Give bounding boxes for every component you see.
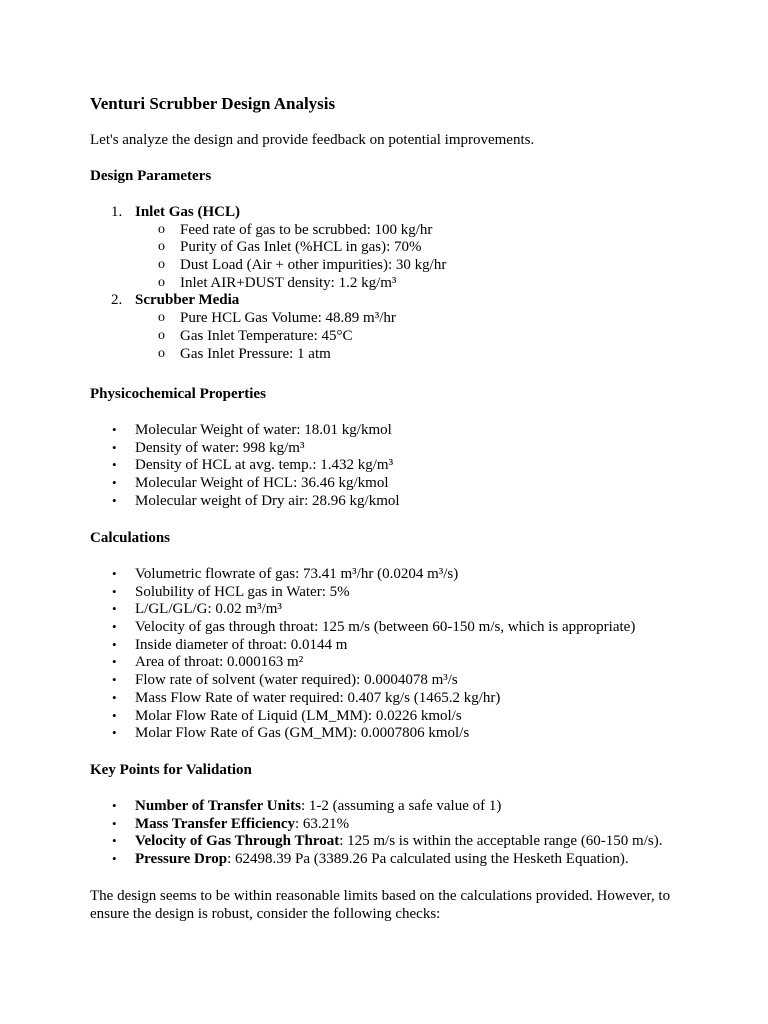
calculations-heading: Calculations [90,530,171,546]
list-number: 1. [111,204,123,220]
circle-bullet-icon: o [158,257,165,273]
design-subitem: o Gas Inlet Pressure: 1 atm [158,345,331,362]
list-item: • Molecular Weight of HCL: 36.46 kg/kmol [112,475,389,492]
bullet-icon: • [112,492,117,508]
list-item [90,797,662,815]
calculations-list [90,565,635,742]
design-subitem: o Inlet AIR+DUST density: 1.2 kg/m³ [158,274,397,291]
design-parameters-list [90,203,446,362]
list-item: • Flow rate of solvent (water required): 0.0004078 m³/s [112,672,458,689]
list-item: • Molar Flow Rate of Gas (GM_MM): 0.0007806 kmol/s [112,725,470,742]
bullet-icon: • [112,851,117,867]
bullet-icon: • [112,815,117,831]
list-item: • Density of HCL at avg. temp.: 1.432 kg/m³ [112,457,394,474]
list-item: • Molecular Weight of water: 18.01 kg/kmol [112,422,392,438]
list-item: • L/GL/GL/G: 0.02 m³/m³ [112,601,282,618]
intro-paragraph: Let's analyze the design and provide feedback on potential improvements. [90,132,535,148]
bullet-icon: • [112,725,117,741]
list-item [90,850,662,868]
design-subitem: o Pure HCL Gas Volume: 48.89 m³/hr [158,310,396,327]
list-item: • Molar Flow Rate of Liquid (LM_MM): 0.0226 kmol/s [112,707,462,724]
design-item [90,291,446,309]
physicochemical-list [90,421,400,509]
design-item-label: Scrubber Media [135,292,240,309]
circle-bullet-icon: o [158,221,165,237]
key-points-heading: Key Points for Validation [90,762,252,778]
bullet-icon: • [112,636,117,652]
design-item-label: Inlet Gas (HCL) [135,204,240,220]
conclusion-paragraph: The design seems to be within reasonable limits based on the calculations provided. However, to ensure the design is robust, consider the following checks: [90,888,671,922]
key-term: Pressure Drop [135,851,228,868]
list-item [90,832,662,850]
bullet-icon: • [112,566,117,581]
list-item: • Mass Flow Rate of water required: 0.407 kg/s (1465.2 kg/hr) [112,689,501,706]
key-text: : 63.21% [294,815,350,832]
bullet-icon: • [112,475,117,491]
list-number: 2. [111,292,123,309]
bullet-icon: • [112,457,117,473]
bullet-icon: • [112,654,117,670]
design-subitem: o Gas Inlet Temperature: 45°C [158,327,353,344]
bullet-icon: • [112,439,117,455]
design-subitem: o Dust Load (Air + other impurities): 30 kg/hr [158,257,447,274]
bullet-icon: • [112,672,117,688]
list-item: • Density of water: 998 kg/m³ [112,439,305,456]
circle-bullet-icon: o [158,274,165,290]
list-item: • Solubility of HCL gas in Water: 5% [112,583,350,600]
physicochemical-heading: Physicochemical Properties [90,386,266,402]
key-text: : 62498.39 Pa (3389.26 Pa calculated using the Hesketh Equation). [227,851,629,868]
key-term: Number of Transfer Units [135,798,301,814]
bullet-icon: • [112,689,117,705]
list-item: • Area of throat: 0.000163 m² [112,654,304,671]
design-item [90,203,446,221]
circle-bullet-icon: o [158,310,165,326]
design-subitem: o Purity of Gas Inlet (%HCL in gas): 70% [158,239,422,256]
key-term: Mass Transfer Efficiency [135,815,295,832]
key-term: Velocity of Gas Through Throat [135,833,340,850]
circle-bullet-icon: o [158,239,165,255]
list-item: • Inside diameter of throat: 0.0144 m [112,636,348,653]
list-item: • Volumetric flowrate of gas: 73.41 m³/hr (0.0204 m³/s) [112,566,459,582]
document-title: Venturi Scrubber Design Analysis [90,94,336,113]
bullet-icon: • [112,707,117,723]
design-subitem: o Feed rate of gas to be scrubbed: 100 kg/hr [158,221,433,238]
key-text: : 125 m/s is within the acceptable range (60-150 m/s). [339,833,663,850]
design-parameters-heading: Design Parameters [90,168,212,184]
bullet-icon: • [112,422,117,437]
list-item: • Velocity of gas through throat: 125 m/s (between 60-150 m/s, which is appropriate) [112,619,636,636]
list-item: • Molecular weight of Dry air: 28.96 kg/kmol [112,492,400,509]
bullet-icon: • [112,619,117,635]
circle-bullet-icon: o [158,327,165,343]
key-points-list [90,797,662,868]
bullet-icon: • [112,583,117,599]
bullet-icon: • [112,798,117,813]
bullet-icon: • [112,601,117,617]
list-item [90,815,662,833]
bullet-icon: • [112,833,117,849]
key-text: : 1-2 (assuming a safe value of 1) [300,798,502,814]
circle-bullet-icon: o [158,345,165,361]
